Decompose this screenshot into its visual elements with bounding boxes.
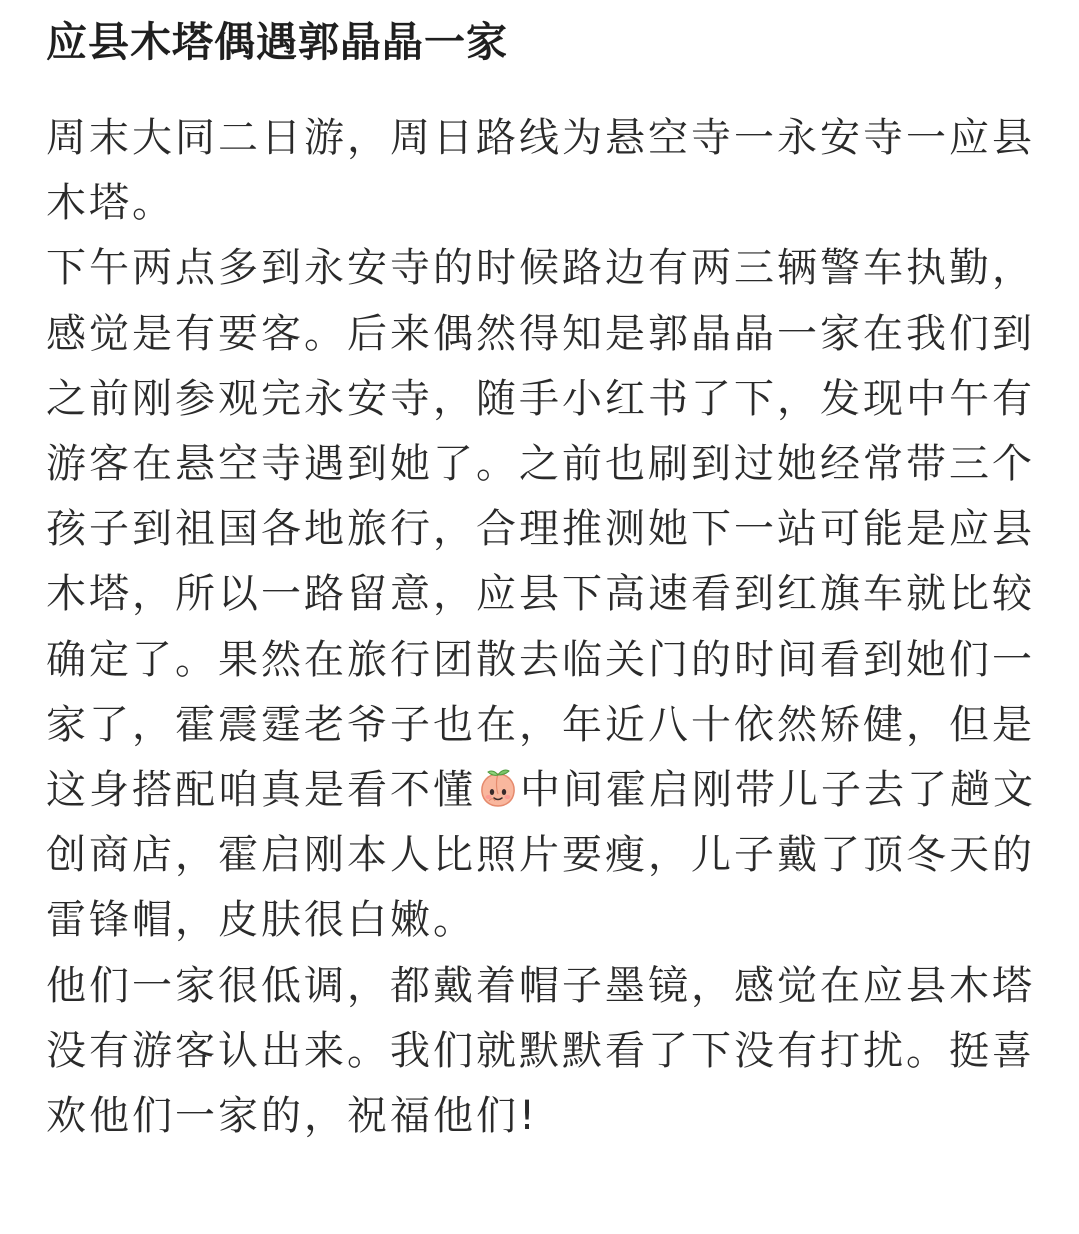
- peach-face-emoji-icon: [478, 763, 518, 803]
- post-body: [46, 106, 1042, 1149]
- paragraph: 周末大同二日游，周日路线为悬空寺一永安寺一应县木塔。: [46, 115, 1035, 227]
- paragraph: 他们一家很低调，都戴着帽子墨镜，感觉在应县木塔没有游客认出来。我们就默默看了下没有打扰。挺喜欢他们一家的，祝福他们!: [46, 962, 1035, 1140]
- post-title: 应县木塔偶遇郭晶晶一家: [46, 18, 508, 66]
- paragraph-text: 下午两点多到永安寺的时候路边有两三辆警车执勤，感觉是有要客。后来偶然得知是郭晶晶一家在我们到之前刚参观完永安寺，随手小红书了下，发现中午有游客在悬空寺遇到她了。之前也刷到过她经常带三个孩子到祖国各地旅行，合理推测她下一站可能是应县木塔，所以一路留意，应县下高速看到红旗车就比较确定了。果然在旅行团散去临关门的时间看到她们一家了，霍震霆老爷子也在，年近八十依然矫健，但是这身搭配咱真是看不懂: [46, 245, 1035, 814]
- paragraph-text: 中间霍启刚带儿子去了趟文创商店，霍启刚本人比照片要瘦，儿子戴了顶冬天的雷锋帽，皮肤很白嫩。: [46, 767, 1036, 944]
- paragraph: [46, 236, 1042, 953]
